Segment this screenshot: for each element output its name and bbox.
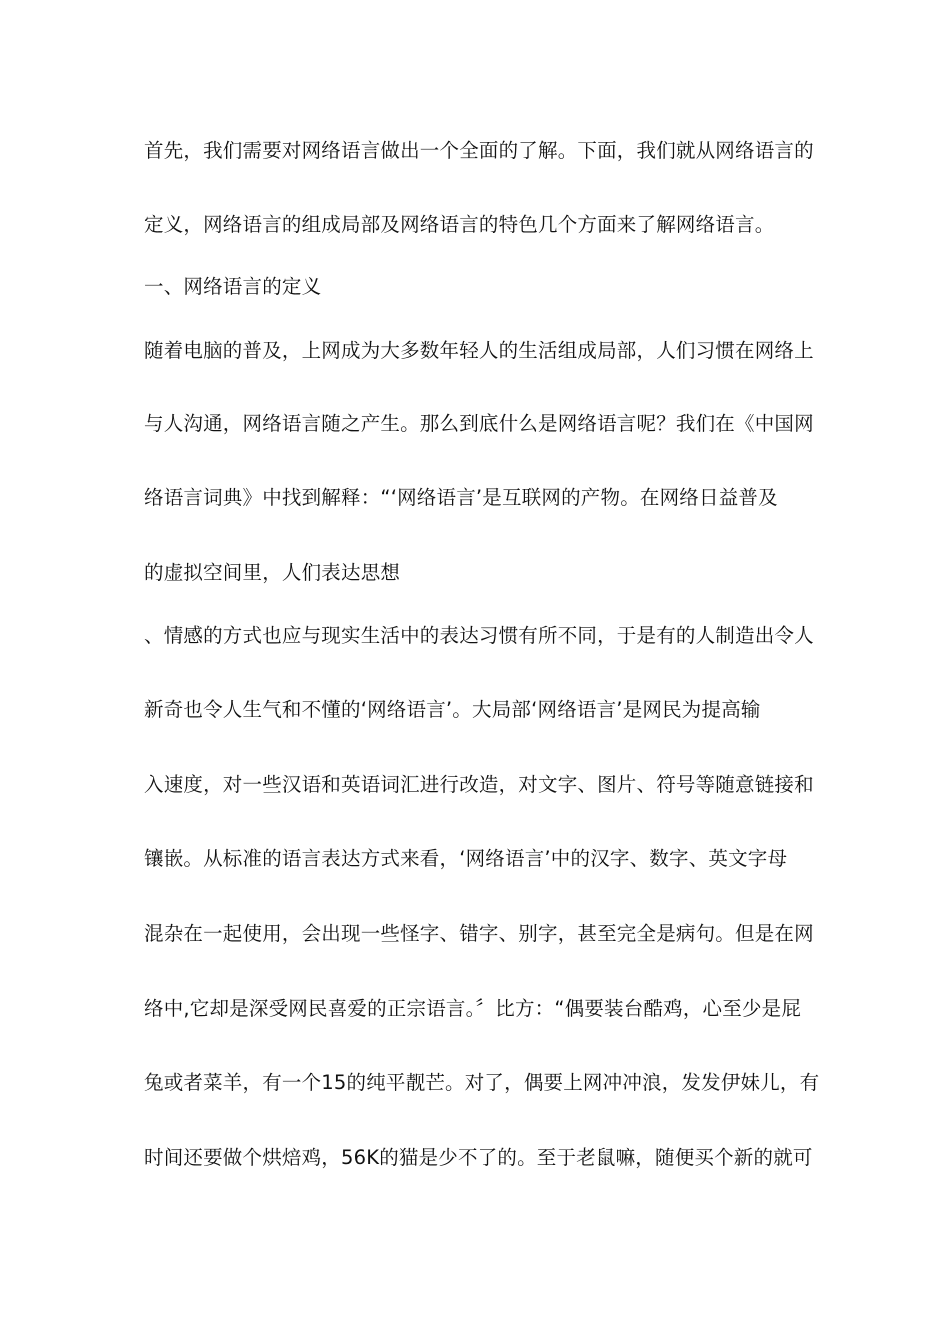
text-line: 混杂在一起使用，会出现一些怪字、错字、别字，甚至完全是病句。但是在网: [144, 922, 814, 945]
text-line: 时间还要做个烘焙鸡，56K的猫是少不了的。至于老鼠嘛，随便买个新的就可: [144, 1146, 813, 1169]
text-line: 、情感的方式也应与现实生活中的表达习惯有所不同，于是有的人制造出令人: [144, 624, 814, 647]
text-line: 随着电脑的普及，上网成为大多数年轻人的生活组成局部，人们习惯在网络上: [144, 339, 814, 362]
text-line: 络语言词典》中找到解释：“‘网络语言’是互联网的产物。在网络日益普及: [144, 486, 778, 509]
text-line: 络中,它却是深受网民喜爱的正宗语言。〞比方：“偶要装台酷鸡，心至少是屁: [144, 997, 802, 1020]
text-line: 首先，我们需要对网络语言做出一个全面的了解。下面，我们就从网络语言的: [144, 139, 814, 162]
text-line: 镶嵌。从标准的语言表达方式来看，‘网络语言’中的汉字、数字、英文字母: [144, 847, 788, 870]
text-line: 与人沟通，网络语言随之产生。那么到底什么是网络语言呢？我们在《中国网: [144, 412, 814, 435]
text-line: 兔或者菜羊，有一个15的纯平靓芒。对了，偶要上网冲冲浪，发发伊妹儿，有: [144, 1071, 820, 1094]
section-heading: 一、网络语言的定义: [144, 275, 322, 298]
text-line: 新奇也令人生气和不懂的‘网络语言’。大局部‘网络语言’是网民为提高输: [144, 698, 761, 721]
text-line: 定义，网络语言的组成局部及网络语言的特色几个方面来了解网络语言。: [144, 213, 775, 236]
text-line: 的虚拟空间里，人们表达思想: [144, 561, 401, 584]
text-line: 入速度，对一些汉语和英语词汇进行改造，对文字、图片、符号等随意链接和: [144, 773, 814, 796]
